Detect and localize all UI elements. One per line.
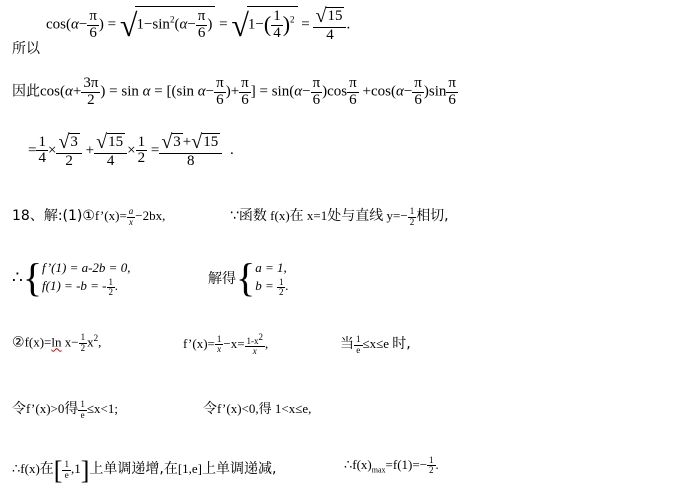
line-part2-derivative: f’(x)= $\frac{1}{x}$ −x= $\frac{1-x^2}{x}$ , [183,332,269,357]
line-q18-tangent: ∵函数 f(x)在 x=1处与直线 y=− $\frac{1}{2}$ 相切, [230,206,449,227]
line-cos-3pi2: 因此cos(α+ $\frac{3\pi}{2}$ ) = sin α = [(sin α− $\frac{\pi}{6}$ )+ $\frac{\pi}{6}$ ] = sin(α− $\frac{\pi}{6}$ )cos $\frac{\pi}{6}$ +cos(α− $\frac{\pi}{6}$ )sin $\frac{\pi}{6}$ [12,75,456,108]
line-monotonicity: ∴f(x)在[ $\frac{1}{e}$ ,1]上单调递增,在[1,e]上单调递减, [12,456,277,485]
line-cos-value: cos(α− $\frac{\pi}{6}$ ) = $√1-\sin^2(\alpha-$ $\frac{\pi}{6}$ ) = √1−( $\frac{1}{4}$ )$^2$ = $\frac{√15}{4}$ . [46,5,351,44]
line-decreasing-condition: 令f’(x)<0,得 1<x≤e, [203,401,312,417]
line-result-sum: = $\frac{1}{4}$ × $\frac{√3}{2}$ + $\frac{√15}{4}$ × $\frac{1}{2}$ = $\frac{√3 +√15}{8}$ . [28,131,234,169]
equation-solution: 解得{ a = 1, b = $\frac{1}{2}$ . [208,255,289,300]
line-part2-domain: 当 $\frac{1}{e}$ ≤x≤e 时, [340,334,411,355]
line-maximum: $\therefore f(x)_{max}=f(1)=-$ $\frac{1}{2}$ . [344,455,439,476]
line-q18-derivative: 18、解:(1)①f’(x)= $\frac{a}{x}$ −2bx, [12,206,166,227]
label-suoyi: 所以 [12,41,40,57]
line-part2-function: ②f(x)=ln x− $\frac{1}{2}$ $x^2$, [12,332,102,353]
equation-system: ∴{ f’(1) = a-2b = 0, f(1) = -b = - $\frac{1}{2}$ . [12,255,131,300]
line-increasing-condition: 令f’(x)>0得 $\frac{1}{e}$ ≤x<1; [12,399,118,420]
